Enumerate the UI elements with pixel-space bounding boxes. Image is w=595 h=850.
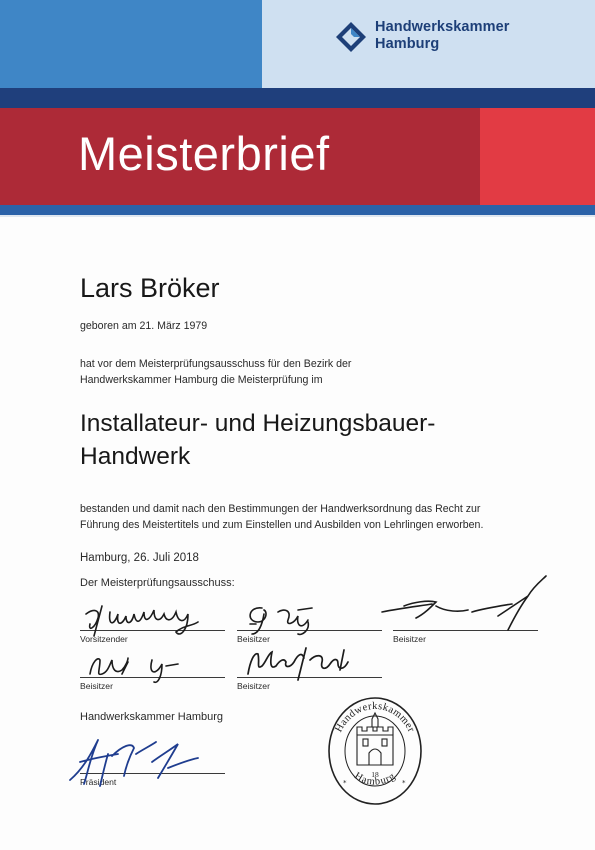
trade-title-line1: Installateur- und Heizungsbauer- <box>80 410 436 437</box>
trade-title-line2: Handwerk <box>80 443 191 470</box>
header-band-blue <box>0 0 262 88</box>
document-title: Meisterbrief <box>78 127 330 180</box>
header-band-blue-line <box>0 205 595 215</box>
hamburg-castle-seal-icon <box>327 695 423 807</box>
role-label-member-2: Beisitzer <box>393 634 426 644</box>
role-label-member-4: Beisitzer <box>237 681 270 691</box>
signature-member-2 <box>376 572 548 642</box>
intro-text-line1: hat vor dem Meisterprüfungsausschuss für den Bezirk der <box>80 358 352 370</box>
svg-text:*: * <box>343 779 347 787</box>
place-and-date: Hamburg, 26. Juli 2018 <box>80 552 199 564</box>
svg-text:Handwerkskammer <box>334 701 417 734</box>
signature-chair <box>80 596 225 642</box>
signature-president <box>60 732 220 792</box>
intro-text-line2: Handwerkskammer Hamburg die Meisterprüfung im <box>80 374 323 386</box>
signature-member-3 <box>82 646 192 686</box>
role-label-member-3: Beisitzer <box>80 681 113 691</box>
role-label-chair: Vorsitzender <box>80 634 128 644</box>
signature-member-1 <box>240 600 330 640</box>
signature-member-4 <box>240 640 360 684</box>
handwerkskammer-logo-icon <box>335 21 367 53</box>
seal-number: 18 <box>371 770 379 779</box>
org-name-line1: Handwerkskammer <box>375 19 510 35</box>
chamber-name: Handwerkskammer Hamburg <box>80 711 224 723</box>
rights-text-line2: Führung des Meistertitels und zum Einstellen und Ausbilden von Lehrlingen erworben. <box>80 519 484 531</box>
committee-heading: Der Meisterprüfungsausschuss: <box>80 577 235 589</box>
seal-top-text: Handwerkskammer <box>333 700 417 735</box>
title-band-light-red <box>480 108 595 205</box>
rights-text-line1: bestanden und damit nach den Bestimmungen der Handwerksordnung das Recht zur <box>80 503 481 515</box>
birth-date: geboren am 21. März 1979 <box>80 320 208 332</box>
org-name-line2: Hamburg <box>375 36 440 52</box>
header-band-navy <box>0 88 595 108</box>
svg-text:*: * <box>402 779 406 787</box>
role-label-member-1: Beisitzer <box>237 634 270 644</box>
seal-bottom-text: Hamburg <box>352 770 398 788</box>
header-band-divider <box>0 215 595 217</box>
recipient-name: Lars Bröker <box>80 273 220 303</box>
role-label-president: Präsident <box>80 777 117 787</box>
